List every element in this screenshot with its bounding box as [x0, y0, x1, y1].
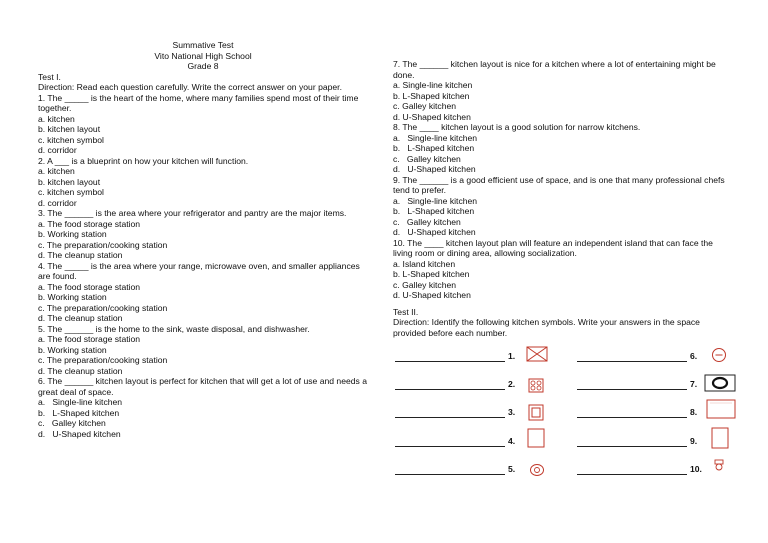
q4-choice-b: b. Working station — [38, 292, 107, 302]
answer-blank-10[interactable] — [577, 474, 687, 475]
oval-sink-symbol-icon — [704, 374, 736, 392]
q9-choice-d: d. U-Shaped kitchen — [393, 227, 476, 237]
q7-choice-a: a. Single-line kitchen — [393, 80, 473, 90]
q8-choice-a: a. Single-line kitchen — [393, 132, 478, 143]
test1-direction: Direction: Read each question carefully. Write the correct answer on your paper. — [38, 82, 342, 92]
q10-choice-b: b. L-Shaped kitchen — [393, 269, 470, 279]
q4-choice-c: c. The preparation/cooking station — [38, 302, 168, 313]
answer-blank-3[interactable] — [395, 417, 505, 418]
test2-direction: Direction: Identify the following kitchen symbols. Write your answers in the space provided before each number. — [393, 317, 700, 338]
q1-choice-c: c. kitchen symbol — [38, 134, 104, 145]
test1-label: Test I. — [38, 71, 61, 82]
question-8: 8. The ____ kitchen layout is a good solution for narrow kitchens. — [393, 122, 641, 132]
wide-rectangle-symbol-icon — [706, 399, 736, 419]
q5-choice-a: a. The food storage station — [38, 334, 141, 344]
question-6: 6. The ______ kitchen layout is perfect for kitchen that will get a lot of use and needs a great deal of space. — [38, 376, 367, 397]
left-column — [38, 40, 368, 439]
q1-choice-b: b. kitchen layout — [38, 124, 101, 134]
item-number-4: 4. — [508, 436, 516, 446]
envelope-x-symbol-icon — [526, 346, 548, 362]
q3-choice-c: c. The preparation/cooking station — [38, 239, 168, 250]
answer-blank-8[interactable] — [577, 417, 687, 418]
right-column — [393, 59, 728, 338]
q6-choice-b: b. L-Shaped kitchen — [38, 407, 120, 418]
q10-choice-d: d. U-Shaped kitchen — [393, 290, 471, 300]
q2-choice-c: c. kitchen symbol — [38, 187, 104, 197]
q8-choice-b: b. L-Shaped kitchen — [393, 143, 475, 153]
answer-blank-4[interactable] — [395, 446, 505, 447]
q7-choice-d: d. U-Shaped kitchen — [393, 111, 471, 122]
square-symbol-icon — [527, 428, 545, 448]
q5-choice-c: c. The preparation/cooking station — [38, 355, 168, 365]
item-number-8: 8. — [690, 407, 698, 417]
item-number-9: 9. — [690, 436, 698, 446]
q5-choice-b: b. Working station — [38, 344, 107, 355]
q6-choice-d: d. U-Shaped kitchen — [38, 428, 121, 439]
q1-choice-a: a. kitchen — [38, 113, 75, 124]
q1-choice-d: d. corridor — [38, 145, 77, 155]
q2-choice-b: b. kitchen layout — [38, 176, 101, 187]
item-number-6: 6. — [690, 351, 698, 361]
round-sink-symbol-icon — [529, 463, 545, 477]
item-number-3: 3. — [508, 407, 516, 417]
answer-blank-7[interactable] — [577, 389, 687, 390]
q9-choice-b: b. L-Shaped kitchen — [393, 206, 475, 216]
answer-blank-9[interactable] — [577, 446, 687, 447]
answer-blank-6[interactable] — [577, 361, 687, 362]
item-number-5: 5. — [508, 464, 516, 474]
q9-choice-c: c. Galley kitchen — [393, 216, 461, 227]
q9-choice-a: a. Single-line kitchen — [393, 195, 478, 206]
item-number-7: 7. — [690, 379, 698, 389]
q6-choice-a: a. Single-line kitchen — [38, 397, 123, 407]
q2-choice-d: d. corridor — [38, 197, 77, 208]
school-name: Vito National High School — [154, 50, 252, 61]
question-10: 10. The ____ kitchen layout plan will feature an independent island that can face the living room or dining area, allowing socialization. — [393, 237, 713, 258]
question-3: 3. The ______ is the area where your refrigerator and pantry are the major items. — [38, 208, 347, 218]
question-2: 2. A ___ is a blueprint on how your kitchen will function. — [38, 155, 249, 166]
q2-choice-a: a. kitchen — [38, 166, 75, 176]
q10-choice-a: a. Island kitchen — [393, 258, 456, 269]
grid-range-symbol-icon — [528, 378, 544, 393]
grade-label: Grade 8 — [187, 61, 219, 71]
q5-choice-d: d. The cleanup station — [38, 365, 123, 376]
item-number-2: 2. — [508, 379, 516, 389]
q6-choice-c: c. Galley kitchen — [38, 418, 106, 428]
circle-minus-symbol-icon — [711, 347, 727, 363]
question-4: 4. The _____ is the area where your range, microwave oven, and smaller appliances are found. — [38, 260, 360, 281]
q7-choice-b: b. L-Shaped kitchen — [393, 90, 470, 101]
item-number-10: 10. — [690, 464, 702, 474]
q8-choice-c: c. Galley kitchen — [393, 153, 461, 164]
answer-blank-1[interactable] — [395, 361, 505, 362]
q10-choice-c: c. Galley kitchen — [393, 279, 457, 290]
question-5: 5. The ______ is the home to the sink, waste disposal, and dishwasher. — [38, 323, 310, 334]
q7-choice-c: c. Galley kitchen — [393, 101, 457, 111]
q3-choice-a: a. The food storage station — [38, 218, 141, 229]
question-7: 7. The ______ kitchen layout is nice for a kitchen where a lot of entertaining might be done. — [393, 59, 716, 80]
answer-blank-2[interactable] — [395, 389, 505, 390]
answer-blank-5[interactable] — [395, 474, 505, 475]
q4-choice-d: d. The cleanup station — [38, 313, 123, 323]
q3-choice-d: d. The cleanup station — [38, 250, 123, 260]
small-appliance-symbol-icon — [713, 459, 725, 471]
test-title: Summative Test — [172, 40, 234, 50]
item-number-1: 1. — [508, 351, 516, 361]
q3-choice-b: b. Working station — [38, 229, 107, 239]
question-1: 1. The _____ is the heart of the home, where many families spend most of their time together. — [38, 92, 359, 113]
nested-square-symbol-icon — [528, 404, 544, 421]
tall-rectangle-symbol-icon — [711, 427, 729, 449]
q4-choice-a: a. The food storage station — [38, 281, 141, 292]
test2-label: Test II. — [393, 306, 419, 317]
q8-choice-d: d. U-Shaped kitchen — [393, 164, 476, 174]
question-9: 9. The ______ is a good efficient use of space, and is one that many professional chefs tend to prefer. — [393, 174, 725, 195]
